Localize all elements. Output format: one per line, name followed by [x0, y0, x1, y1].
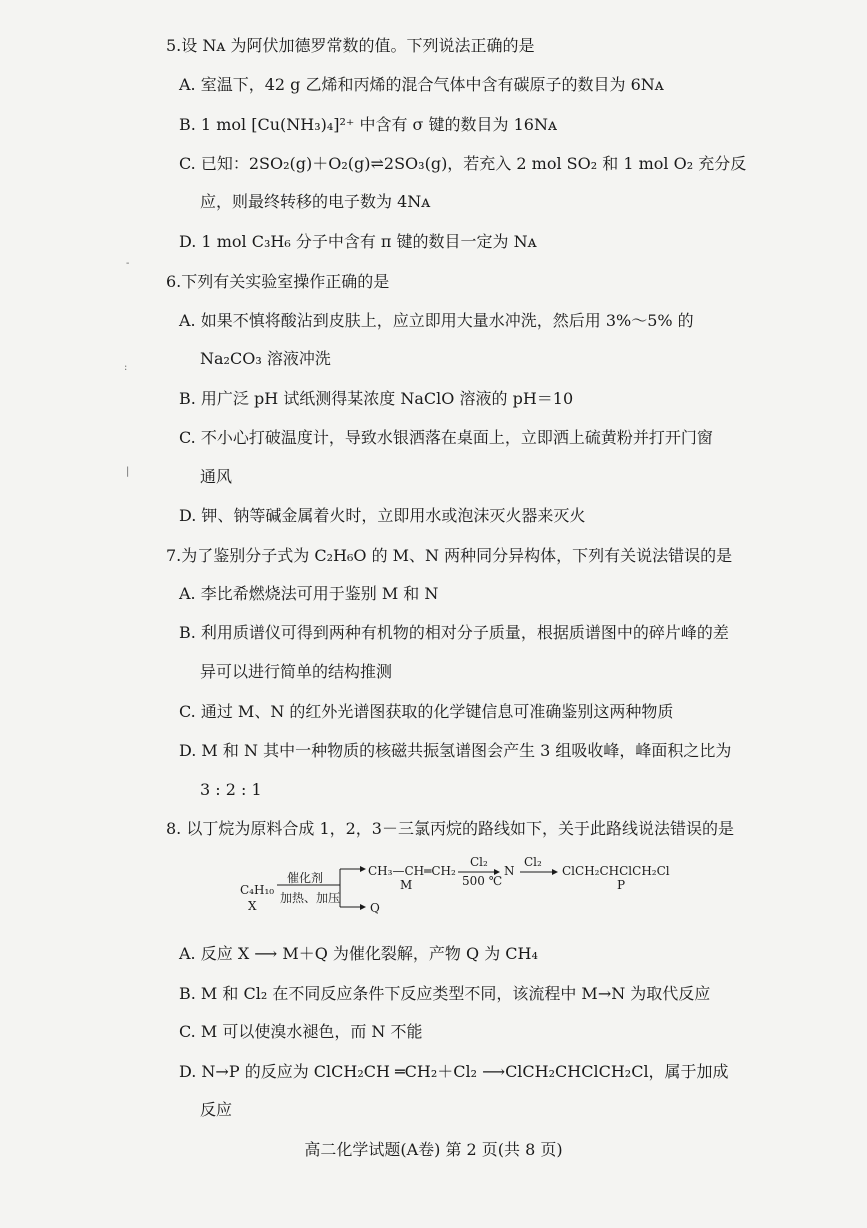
scan-mark: | — [126, 466, 130, 477]
q6-option-a-line1: A. 如果不慎将酸沾到皮肤上，应立即用大量水冲洗，然后用 3%～5% 的 — [179, 311, 694, 330]
q6-option-b: B. 用广泛 pH 试纸测得某浓度 NaClO 溶液的 pH＝10 — [179, 389, 574, 408]
q5-option-c-line2: 应，则最终转移的电子数为 4Nᴀ — [200, 192, 431, 211]
arrowhead-n-to-p — [552, 869, 558, 875]
q7-option-d-line1: D. M 和 N 其中一种物质的核磁共振氢谱图会产生 3 组吸收峰，峰面积之比为 — [179, 741, 732, 760]
m-formula: CH₃—CH═CH₂ — [368, 864, 456, 878]
m-label: M — [400, 878, 413, 892]
q6-option-a-line2: Na₂CO₃ 溶液冲洗 — [200, 349, 331, 368]
q7-option-b-line2: 异可以进行简单的结构推测 — [200, 662, 393, 681]
q6-option-d: D. 钾、钠等碱金属着火时，立即用水或泡沫灭火器来灭火 — [179, 506, 586, 525]
q8-option-b: B. M 和 Cl₂ 在不同反应条件下反应类型不同，该流程中 M→N 为取代反应 — [179, 984, 711, 1003]
q5-option-b: B. 1 mol [Cu(NH₃)₄]²⁺ 中含有 σ 键的数目为 16Nᴀ — [179, 115, 558, 134]
q8-option-c: C. M 可以使溴水褪色，而 N 不能 — [179, 1022, 423, 1041]
scan-mark: : — [124, 362, 128, 373]
q6-stem: 6.下列有关实验室操作正确的是 — [166, 272, 390, 291]
q7-stem: 7.为了鉴别分子式为 C₂H₆O 的 M、N 两种同分异构体，下列有关说法错误的是 — [166, 546, 733, 565]
q6-option-c-line2: 通风 — [200, 467, 233, 486]
arrowhead-to-q — [360, 904, 366, 910]
n-label: N — [504, 864, 515, 878]
q7-option-d-line2: 3 : 2 : 1 — [200, 780, 262, 799]
q5-option-d: D. 1 mol C₃H₆ 分子中含有 π 键的数目一定为 Nᴀ — [179, 232, 537, 251]
condition-catalyst: 催化剂 — [287, 871, 324, 885]
arrowhead-to-m — [360, 866, 366, 872]
q8-option-d-line2: 反应 — [200, 1100, 233, 1119]
q8-stem: 8. 以丁烷为原料合成 1，2，3－三氯丙烷的路线如下，关于此路线说法错误的是 — [166, 819, 734, 838]
page-footer: 高二化学试题(A卷) 第 2 页(共 8 页) — [304, 1140, 563, 1159]
q8-option-a: A. 反应 X ⟶ M＋Q 为催化裂解，产物 Q 为 CH₄ — [179, 944, 538, 963]
q5-option-c-line1: C. 已知：2SO₂(g)＋O₂(g)⇌2SO₃(g)，若充入 2 mol SO₂ 和 1 mol O₂ 充分反 — [179, 154, 747, 173]
q8-option-d-line1: D. N→P 的反应为 ClCH₂CH ═CH₂＋Cl₂ ⟶ClCH₂CHClCH₂Cl，属于加成 — [179, 1062, 729, 1081]
q7-option-a: A. 李比希燃烧法可用于鉴别 M 和 N — [179, 584, 439, 603]
q7-option-b-line1: B. 利用质谱仪可得到两种有机物的相对分子质量，根据质谱图中的碎片峰的差 — [179, 623, 729, 642]
synthesis-scheme — [232, 852, 672, 922]
step2-condition: 500 ℃ — [462, 874, 503, 888]
step3-reagent: Cl₂ — [524, 855, 542, 869]
start-label: X — [248, 899, 257, 913]
q6-option-c-line1: C. 不小心打破温度计，导致水银洒落在桌面上，立即洒上硫黄粉并打开门窗 — [179, 428, 713, 447]
condition-heat-pressure: 加热、加压 — [280, 891, 341, 905]
p-label: P — [617, 878, 626, 892]
scheme-arrows — [232, 852, 672, 922]
q5-stem: 5.设 Nᴀ 为阿伏加德罗常数的值。下列说法正确的是 — [166, 36, 535, 55]
scan-mark: - — [126, 258, 130, 269]
start-formula: C₄H₁₀ — [240, 883, 275, 897]
q7-option-c: C. 通过 M、N 的红外光谱图获取的化学键信息可准确鉴别这两种物质 — [179, 702, 674, 721]
step2-reagent: Cl₂ — [470, 855, 488, 869]
p-formula: ClCH₂CHClCH₂Cl — [562, 864, 670, 878]
q5-option-a: A. 室温下，42 g 乙烯和丙烯的混合气体中含有碳原子的数目为 6Nᴀ — [179, 75, 664, 94]
q-label: Q — [370, 901, 380, 915]
